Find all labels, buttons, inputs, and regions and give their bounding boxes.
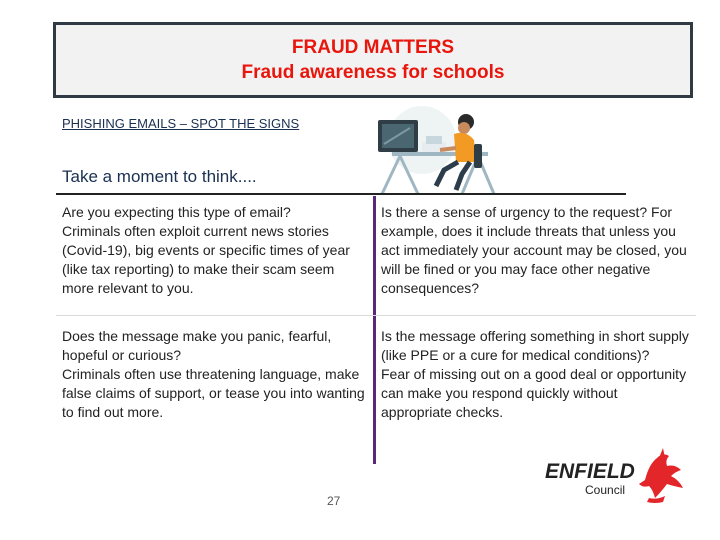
column-divider	[373, 196, 376, 464]
cell-top-left: Are you expecting this type of email? Criminals often exploit current news stories (Covid-19), big events or specific times of year (like tax reporting) to make their scam seem more relevant to you.	[62, 204, 350, 296]
cell-top-right: Is there a sense of urgency to the request? For example, does it include threats that unless you act immediately your account may be closed, you will be fined or you may face other negative consequences?	[381, 204, 687, 296]
cell-bottom-left: Does the message make you panic, fearful, hopeful or curious? Criminals often use threatening language, make false claims of support, or tease you into wanting to find out more.	[62, 328, 365, 420]
cell-bottom-right: Is the message offering something in short supply (like PPE or a cure for medical conditions)? Fear of missing out on a good deal or opportunity can make you respond quickly without appropriate checks.	[381, 328, 689, 420]
row-divider	[56, 315, 696, 316]
enfield-council-logo	[545, 444, 690, 504]
dragon-icon	[639, 448, 683, 503]
title-line-2: Fraud awareness for schools	[241, 62, 505, 83]
section-divider	[56, 193, 626, 195]
logo-word: ENFIELD	[545, 460, 635, 483]
title-line-1: FRAUD MATTERS	[291, 37, 455, 58]
page-number: 27	[327, 494, 341, 508]
section-subheading: PHISHING EMAILS – SPOT THE SIGNS	[62, 116, 300, 131]
woman-at-laptop-illustration	[370, 100, 500, 196]
title-box	[53, 22, 693, 98]
intro-text: Take a moment to think....	[62, 167, 257, 186]
logo-sub: Council	[585, 483, 626, 497]
